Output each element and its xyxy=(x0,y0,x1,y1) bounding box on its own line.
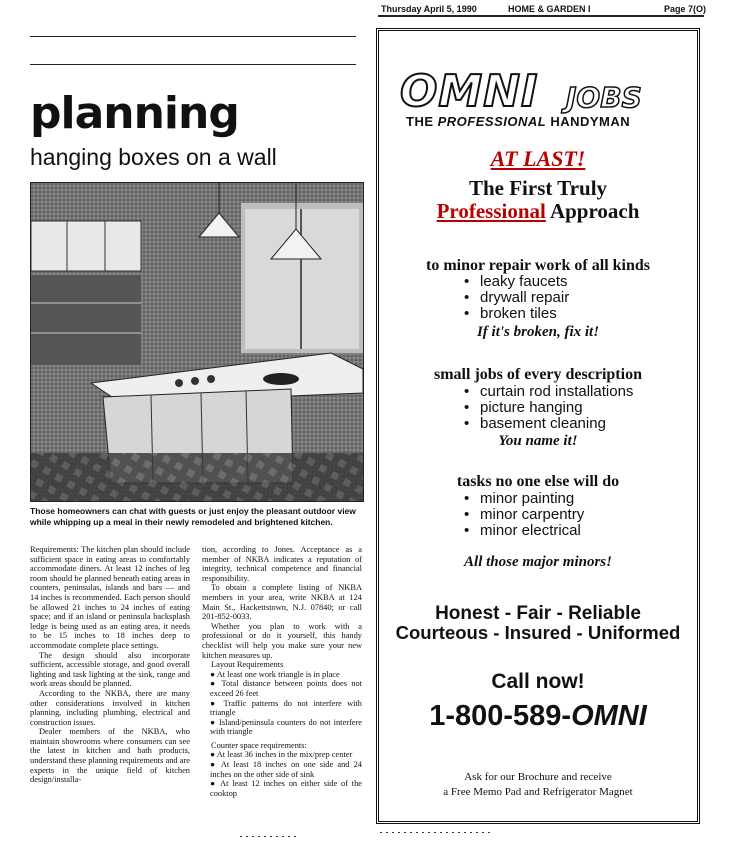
list-item-label: minor electrical xyxy=(480,522,581,539)
list-item: • curtain rod installations xyxy=(464,383,634,400)
ad-group1-title: to minor repair work of all kinds xyxy=(425,257,651,274)
list-item-label: leaky faucets xyxy=(480,273,568,290)
header-date: Thursday April 5, 1990 xyxy=(381,4,477,14)
scan-artifact xyxy=(240,836,300,837)
article-paragraph: Requirements: The kitchen plan should include sufficient space in eating areas to comfortably accommodate diners. At least 12 inches of leg room should be planned beneath eating areas in counters, peninsulas, islands and bars — and 14 inches is recommended. Each person should be allowed 21 inches to 24 inches of eating space; and if an island or peninsula backsplash ledge is being used as an eating area, it needs to be 15 inches to 18 inches deep to accommodate complete place settings. xyxy=(30,545,190,650)
ad-values-2: Courteous - Insured - Uniformed xyxy=(395,622,681,643)
ad-tagline-professional: PROFESSIONAL xyxy=(437,114,547,129)
kitchen-photo xyxy=(30,182,364,502)
article-paragraph: According to the NKBA, there are many other considerations involved in kitchen planning, including plumbing, electrical and construction issues. xyxy=(30,688,190,727)
top-rule xyxy=(30,36,356,37)
checklist-heading: Counter space requirements: xyxy=(211,740,307,750)
list-item: • picture hanging xyxy=(464,399,583,416)
ad-group2-tag: You name it! xyxy=(498,433,578,449)
list-item-label: curtain rod installations xyxy=(480,383,634,400)
list-item: • minor electrical xyxy=(464,522,581,539)
header-section: HOME & GARDEN I xyxy=(508,4,591,14)
list-item-label: basement cleaning xyxy=(480,415,606,432)
checklist-item: ● At least 18 inches on one side and 24 inches on the other side of sink xyxy=(210,760,362,779)
ad-tagline xyxy=(406,114,630,129)
checklist-item: ● Total distance between points does not exceed 26 feet xyxy=(210,679,362,698)
ad-logo-jobs: JOBS xyxy=(566,81,642,114)
list-item-label: broken tiles xyxy=(480,305,557,322)
ad-group2-title: small jobs of every description xyxy=(434,366,642,383)
article-paragraph: Dealer members of the NKBA, who maintain showrooms where consumers can see the latest in kitchen and bath products, understand these planning requirements and are experts in the unique field of kitchen design/installa- xyxy=(30,727,190,785)
list-item-label: picture hanging xyxy=(480,399,583,416)
checklist-heading: Layout Requirements xyxy=(211,660,284,670)
ad-approach: Approach xyxy=(545,199,640,223)
ad-group3-list xyxy=(464,491,584,539)
ad-phone-word: OMNI xyxy=(571,700,647,732)
list-item-label: minor carpentry xyxy=(480,506,585,523)
list-item: • minor carpentry xyxy=(464,506,585,523)
list-item: • leaky faucets xyxy=(464,273,568,290)
ad-phone xyxy=(376,700,700,733)
ad-professional: Professional xyxy=(436,199,546,223)
article-paragraph: To obtain a complete listing of NKBA members in your area, write NKBA at 124 Main St., Hackettstown, N.J. 07840; or call 201-852-0033. xyxy=(202,583,362,622)
ad-tagline-part: HANDYMAN xyxy=(546,114,631,129)
ad-phone-number: 1-800-589- xyxy=(429,700,572,732)
article-column-1 xyxy=(30,545,190,785)
list-item-label: drywall repair xyxy=(480,289,570,306)
ad-logo-omni: OMNI xyxy=(400,66,539,117)
header-rule xyxy=(378,15,704,17)
ad-first-line: The First Truly xyxy=(468,176,608,200)
article-column-2 xyxy=(202,545,362,798)
header-page: Page 7(O) xyxy=(664,4,707,14)
photo-caption: Those homeowners can chat with guests or just enjoy the pleasant outdoor view while whipping up a meal in their newly remodeled and brightened kitchen. xyxy=(30,506,356,527)
ad-footer-2: a Free Memo Pad and Refrigerator Magnet xyxy=(443,786,633,798)
ad-call-now: Call now! xyxy=(491,670,585,693)
ad-group1-tag: If it's broken, fix it! xyxy=(476,324,600,340)
list-item: • broken tiles xyxy=(464,305,557,322)
checklist-item: ● At least 36 inches in the mix/prep center xyxy=(210,750,353,760)
article-paragraph: The design should also incorporate sufficient, accessible storage, and good overall lighting and task lighting at the sink, range and work areas should be planned. xyxy=(30,650,190,689)
kitchen-photo-illustration xyxy=(31,183,363,501)
ad-group3-title: tasks no one else will do xyxy=(456,473,620,490)
list-item: • basement cleaning xyxy=(464,415,606,432)
checklist-item: ● Traffic patterns do not interfere with triangle xyxy=(210,698,362,718)
ad-footer-1: Ask for our Brochure and receive xyxy=(464,771,612,783)
checklist-item: ● Island/peninsula counters do not interfere with triangle xyxy=(210,717,362,737)
article-headline: planning xyxy=(30,88,239,139)
ad-values-1: Honest - Fair - Reliable xyxy=(435,603,641,624)
ad-group1-list xyxy=(464,274,569,322)
list-item: • drywall repair xyxy=(464,289,570,306)
list-item-label: minor painting xyxy=(480,490,575,507)
ad-group3-tag: All those major minors! xyxy=(464,554,612,570)
checklist-item: ● At least one work triangle is in place xyxy=(210,669,340,679)
article-subhead: hanging boxes on a wall xyxy=(30,144,277,170)
ad-approach-line xyxy=(376,199,700,224)
checklist-item: ● At least 12 inches on either side of the cooktop xyxy=(210,779,362,798)
list-item: • minor painting xyxy=(464,490,575,507)
ad-at-last: AT LAST! xyxy=(490,146,586,171)
top-rule-2 xyxy=(30,64,356,65)
ad-tagline-part: THE xyxy=(406,114,438,129)
article-paragraph: Whether you plan to work with a professional or do it yourself, this handy checklist will help you make sure your new kitchen measures up. xyxy=(202,621,362,660)
scan-artifact xyxy=(380,832,490,833)
ad-group2-list xyxy=(464,384,633,432)
article-paragraph: tion, according to Jones. Acceptance as a member of NKBA indicates a reputation of integrity, technical competence and financial responsibility. xyxy=(202,545,362,583)
